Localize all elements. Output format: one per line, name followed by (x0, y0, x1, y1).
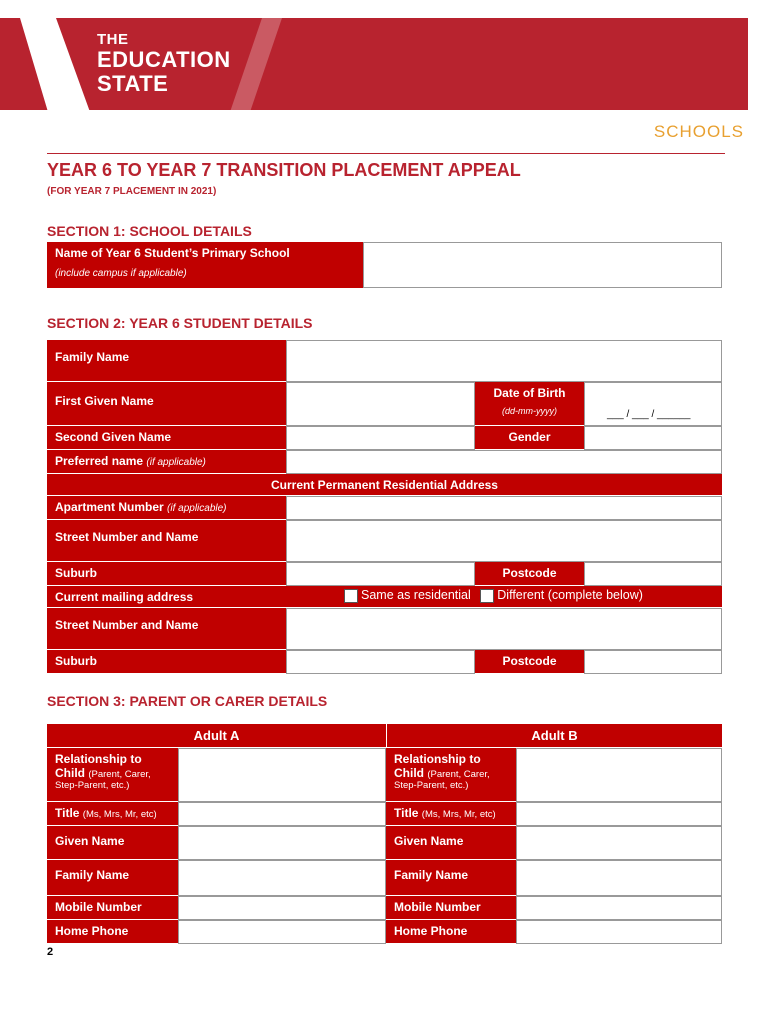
adult-a-relationship-field[interactable] (178, 748, 386, 802)
adult-a-header: Adult A (47, 724, 386, 748)
adult-b-relationship-field[interactable] (516, 748, 722, 802)
postcode2-label: Postcode (475, 650, 584, 674)
gender-field[interactable] (584, 426, 722, 450)
first-given-name-field[interactable] (286, 382, 475, 426)
apartment-field[interactable] (286, 496, 722, 520)
street-field[interactable] (286, 520, 722, 562)
page-subtitle: (FOR YEAR 7 PLACEMENT IN 2021) (47, 186, 217, 197)
adult-a-title-label: Title (Ms, Mrs, Mr, etc) (47, 802, 178, 826)
adult-a-given-name-label: Given Name (47, 826, 178, 860)
school-name-label: Name of Year 6 Student’s Primary School (include campus if applicable) (47, 242, 363, 288)
adult-b-given-name-label: Given Name (386, 826, 516, 860)
header-rule (47, 153, 725, 154)
schools-label: SCHOOLS (653, 122, 744, 141)
street2-field[interactable] (286, 608, 722, 650)
suburb-label: Suburb (47, 562, 286, 586)
family-name-label: Family Name (47, 340, 286, 382)
section2-heading: SECTION 2: YEAR 6 STUDENT DETAILS (47, 315, 313, 331)
preferred-name-label: Preferred name (if applicable) (47, 450, 286, 474)
adult-a-given-name-field[interactable] (178, 826, 386, 860)
first-given-name-label: First Given Name (47, 382, 286, 426)
adult-a-home-phone-label: Home Phone (47, 920, 178, 944)
adult-b-given-name-field[interactable] (516, 826, 722, 860)
adult-b-family-name-field[interactable] (516, 860, 722, 896)
section3-heading: SECTION 3: PARENT OR CARER DETAILS (47, 693, 328, 709)
street2-label: Street Number and Name (47, 608, 286, 650)
postcode-field[interactable] (584, 562, 722, 586)
suburb-field[interactable] (286, 562, 475, 586)
gender-label: Gender (475, 426, 584, 450)
same-as-residential-label: Same as residential (361, 588, 471, 602)
same-as-residential-checkbox[interactable] (344, 589, 358, 603)
adult-a-home-phone-field[interactable] (178, 920, 386, 944)
page-number: 2 (47, 946, 54, 958)
suburb2-label: Suburb (47, 650, 286, 674)
adult-a-mobile-label: Mobile Number (47, 896, 178, 920)
adult-b-title-field[interactable] (516, 802, 722, 826)
second-given-name-label: Second Given Name (47, 426, 286, 450)
adult-b-home-phone-field[interactable] (516, 920, 722, 944)
street-label: Street Number and Name (47, 520, 286, 562)
adult-a-family-name-field[interactable] (178, 860, 386, 896)
mailing-address-label: Current mailing address (47, 586, 286, 608)
dob-field[interactable]: ___ / ___ / ______ (584, 382, 722, 426)
adult-b-mobile-field[interactable] (516, 896, 722, 920)
adult-a-relationship-label: Relationship to Child (Parent, Carer, Step-Parent, etc.) (47, 748, 178, 802)
mailing-options (286, 586, 722, 608)
adult-b-family-name-label: Family Name (386, 860, 516, 896)
section1-heading: SECTION 1: SCHOOL DETAILS (47, 223, 252, 239)
page-title: YEAR 6 TO YEAR 7 TRANSITION PLACEMENT APPEAL (47, 160, 521, 180)
adult-b-mobile-label: Mobile Number (386, 896, 516, 920)
suburb2-field[interactable] (286, 650, 475, 674)
adult-b-title-label: Title (Ms, Mrs, Mr, etc) (386, 802, 516, 826)
preferred-name-field[interactable] (286, 450, 722, 474)
apartment-label: Apartment Number (if applicable) (47, 496, 286, 520)
adult-a-title-field[interactable] (178, 802, 386, 826)
adult-b-relationship-label: Relationship to Child (Parent, Carer, Step-Parent, etc.) (386, 748, 516, 802)
education-state-logo: THE EDUCATION STATE (97, 31, 231, 96)
address-header: Current Permanent Residential Address (47, 474, 722, 496)
postcode-label: Postcode (475, 562, 584, 586)
different-address-checkbox[interactable] (480, 589, 494, 603)
adult-a-family-name-label: Family Name (47, 860, 178, 896)
dob-label: Date of Birth (dd-mm-yyyy) (475, 382, 584, 426)
adult-a-mobile-field[interactable] (178, 896, 386, 920)
school-name-field[interactable] (363, 242, 722, 288)
postcode2-field[interactable] (584, 650, 722, 674)
adult-b-header: Adult B (386, 724, 722, 748)
second-given-name-field[interactable] (286, 426, 475, 450)
family-name-field[interactable] (286, 340, 722, 382)
different-address-label: Different (complete below) (497, 588, 643, 602)
adult-b-home-phone-label: Home Phone (386, 920, 516, 944)
